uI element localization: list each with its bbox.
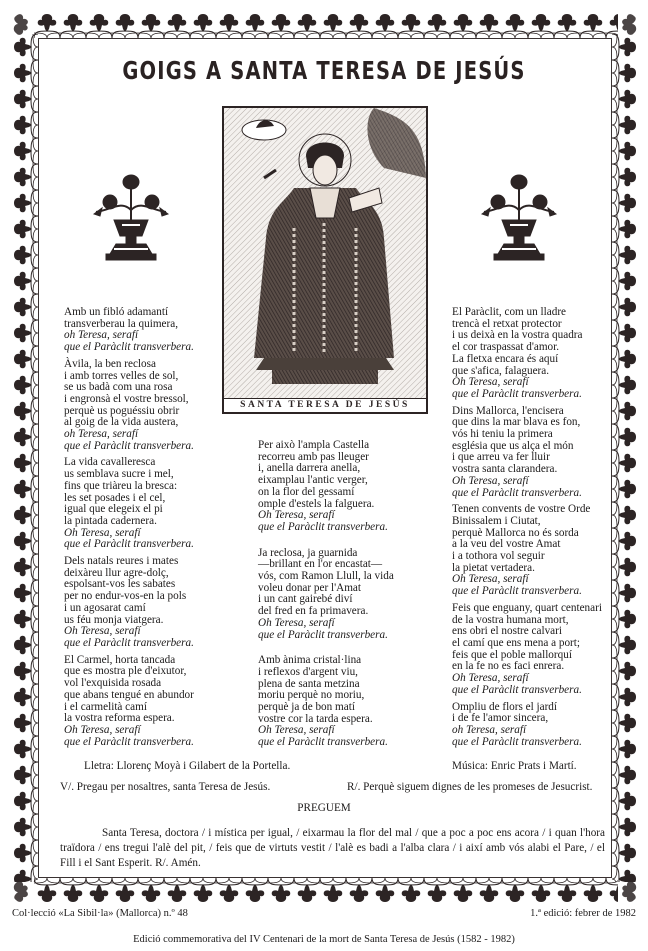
verse-line: deixàreu llur agre-dolç, [64,566,169,579]
refrain-line: Oh Teresa, serafí [64,526,141,539]
verse-line: Ja reclosa, ja guarnida [258,546,358,559]
portrait-caption: SANTA TERESA DE JESÚS [224,398,426,412]
refrain-line: que el Paràclit transverbera. [258,628,388,641]
prayer-heading: PREGUEM [297,802,351,814]
flower-vase-icon [474,170,564,270]
corner-ornament-icon [612,878,638,904]
verse-line: on la flor del gessamí [258,485,355,498]
verse-line: i que arreu va fer lluir [452,451,550,464]
prayer-text: Santa Teresa, doctora / i mística per igual, / eixarmau la flor del mal / que a poc a poc ens acora / i quan l'hora traïdora / ens tregui l'alè del pit, / feis que de virtuts vestit / l'alè es badi a l'alba clara / i així amb vós alabi el Pare, / el Fill i el Sant Esperit. R/. Amén. [60,827,605,869]
verse-line: La fletxa encara és aquí [452,352,559,365]
verse-line: Ompliu de flors el jardí [452,700,558,713]
lyrics-credit: Lletra: Llorenç Moyà i Gilabert de la Portella. [84,760,291,772]
verse-line: —brillant en l'or encastat— [258,558,383,571]
verse-line: Dins Mallorca, l'encisera [452,404,564,417]
refrain-line: que el Paràclit transverbera. [452,683,582,696]
refrain-line: Oh Teresa, serafí [452,573,529,586]
verse-line: el cor traspassat d'amor. [452,341,560,354]
verse-line: en la fe no es faci enrera. [452,660,565,673]
verse-line: moriu perquè no moriu, [258,689,365,702]
refrain-line: que el Paràclit transverbera. [258,736,388,749]
refrain-line: que el Paràclit transverbera. [64,636,194,649]
stanza [64,556,254,650]
stanza [452,504,617,598]
verse-line: a la veu del vostre Amat [452,538,561,551]
stanza [64,457,254,551]
refrain-line: Oh Teresa, serafí [258,509,335,522]
refrain-line: que el Paràclit transverbera. [64,439,194,452]
refrain-line: que el Paràclit transverbera. [452,486,582,499]
refrain-line: Oh Teresa, serafí [258,724,335,737]
verse-line: vós, com Ramon Llull, la vida [258,570,394,583]
flower-vase-icon [86,170,176,270]
verse-line: que dins la mar blava es fon, [452,416,581,429]
saint-teresa-figure-icon [224,108,426,398]
verse-line: ens obri el nostre calvari [452,625,562,638]
refrain-line: que el Paràclit transverbera. [452,585,582,598]
stanza [258,548,448,642]
verse-line: vostre cor la tarda espera. [258,712,373,725]
verse-line: Feis que enguany, quart centenari [452,601,602,614]
verse-line: igual que elegeix el pi [64,503,163,516]
verse-line: i engronsà el vostre bressol, [64,392,189,405]
refrain-line: que el Paràclit transverbera. [64,538,194,551]
refrain-line: Oh Teresa, serafí [452,474,529,487]
verse-line: i un cant gairebé diví [258,593,353,606]
verse-line: i un agosarat camí [64,601,146,614]
verse-line: al goig de la vida austera, [64,416,179,429]
border-left [12,34,38,882]
verse-line: que es mostra ple d'eixutor, [64,665,187,678]
stanza [452,406,617,500]
verse-line: la vostra reforma espera. [64,712,175,725]
refrain-line: oh Teresa, serafí [64,329,139,342]
verse-line: us semblava sucre i mel, [64,468,174,481]
verse-line: fins que triàreu la bresca: [64,479,178,492]
refrain-line: Oh Teresa, serafí [64,723,141,736]
verse-line: la pietat vertadera. [452,561,535,574]
verse-line: església que us alça el món [452,439,574,452]
collection-label: Col·lecció «La Sibil·la» (Mallorca) n.º 48 [12,908,188,919]
verse-line: Tenen convents de vostre Orde [452,503,591,516]
verse-line: recorreu amb pas lleuger [258,450,369,463]
verse-line: la pintada cadernera. [64,514,157,527]
verse-line: i a tothora vol seguir [452,550,545,563]
refrain-line: que el Paràclit transverbera. [452,387,582,400]
refrain-line: que el Paràclit transverbera. [452,735,582,748]
corner-ornament-icon [12,12,38,38]
refrain-line: oh Teresa, serafí [64,428,139,441]
verse-line: Per això l'ampla Castella [258,439,370,451]
verse-line: per no endur-vos-en la pols [64,590,187,603]
verse-line: del fred en fa primavera. [258,605,369,618]
stanza [64,307,254,354]
stanza [452,603,617,697]
verse-line: Amb ànima cristal·lina [258,654,362,667]
versicle-text: V/. Pregau per nosaltres, santa Teresa de Jesús. [60,781,271,793]
verse-line: vós hi teniu la primera [452,428,553,441]
commemorative-note: Edició commemorativa del IV Centenari de la mort de Santa Teresa de Jesús (1582 - 1982) [133,934,515,945]
border-top [34,12,618,38]
verse-line: vostra santa clarandera. [452,463,558,476]
verse-line: transverberau la quimera, [64,317,178,330]
verse-line: i de fe l'amor sincera, [452,712,549,725]
response-text: R/. Perquè siguem dignes de les promeses de Jesucrist. [347,781,593,793]
verse-line: plena de santa metzina [258,677,360,690]
edition-label: 1.ª edició: febrer de 1982 [530,908,636,919]
stanza [452,702,617,749]
verse-line: voleu donar per l'Amat [258,581,361,594]
verse-column-right [452,307,617,753]
verse-line: vol l'exquisida rosada [64,677,162,690]
verse-line: perquè ja de bon matí [258,701,355,714]
refrain-line: oh Teresa, serafí [452,723,527,736]
refrain-line: que el Paràclit transverbera. [64,735,194,748]
verse-line: el camí que ens mena a port; [452,636,580,649]
music-credit: Música: Enric Prats i Martí. [452,760,577,772]
verse-line: Àvila, la ben reclosa [64,357,156,370]
corner-ornament-icon [612,12,638,38]
page-title: GOIGS A SANTA TERESA DE JESÚS [122,56,526,85]
refrain-line: Oh Teresa, serafí [452,376,529,389]
verse-line: trencà el retxat protector [452,317,562,330]
verse-line: Amb un fibló adamantí [64,306,169,318]
verse-line: espolsant-vos les sabates [64,578,176,591]
refrain-line: Oh Teresa, serafí [258,616,335,629]
verse-line: i reflexos d'argent viu, [258,665,358,678]
verse-line: El Carmel, horta tancada [64,653,176,666]
refrain-line: Oh Teresa, serafí [452,672,529,685]
stanza [64,655,254,749]
verse-line: de la vostra humana mort, [452,613,569,626]
corner-ornament-icon [12,878,38,904]
stanza [258,655,448,749]
verse-line: perquè Mallorca no és sorda [452,526,579,539]
verse-column-left [64,307,254,753]
verse-line: La vida cavalleresca [64,456,156,469]
verse-line: i us deixà en la vostra quadra [452,329,583,342]
refrain-line: que el Paràclit transverbera. [258,520,388,533]
stanza [452,307,617,401]
verse-line: Binissalem i Ciutat, [452,514,541,527]
verse-line: i el carmelità camí [64,700,147,713]
verse-line: i, anella darrera anella, [258,462,361,475]
border-bottom [34,878,618,904]
verse-line: feis que el poble mallorquí [452,648,572,661]
verse-line: que s'afica, falaguera. [452,364,550,377]
verse-column-middle [258,440,448,763]
verse-line: i amb torres velles de sol, [64,369,179,382]
verse-line: omple d'estels la falguera. [258,497,375,510]
verse-line: eixamplau l'antic verger, [258,474,368,487]
verse-line: que abans tengué en abundor [64,688,194,701]
verse-line: perquè us poguéssiu obrir [64,404,180,417]
verse-line: us féu monja viatgera. [64,613,164,626]
refrain-line: Oh Teresa, serafí [64,625,141,638]
verse-line: se us badà com una rosa [64,381,173,394]
stanza [258,440,448,534]
verse-line: Dels natals reures i mates [64,555,179,568]
verse-line: El Paràclit, com un lladre [452,306,567,318]
stanza [64,359,254,453]
verse-line: les set posades i el cel, [64,491,166,504]
refrain-line: que el Paràclit transverbera. [64,341,194,354]
